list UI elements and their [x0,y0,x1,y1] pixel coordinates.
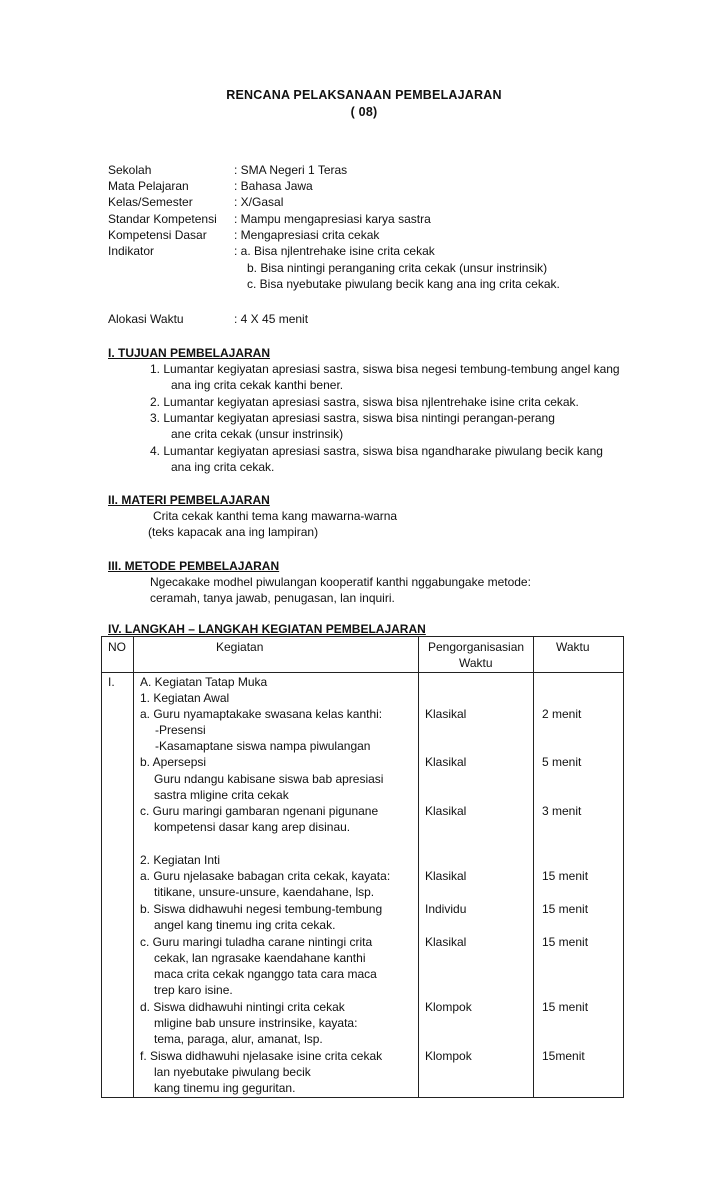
label-mapel: Mata Pelajaran [108,179,189,193]
table-divider [533,637,534,1097]
header-waktu: Waktu [556,640,590,654]
waktu-value: 15 menit [542,869,589,883]
kegiatan-line: -Kasamaptane siswa nampa piwulangan [155,739,371,753]
heading-langkah: IV. LANGKAH – LANGKAH KEGIATAN PEMBELAJARAN [108,622,426,636]
metode-line: Ngecakake modhel piwulangan kooperatif kanthi nggabungake metode: [150,575,531,589]
label-sk: Standar Kompetensi [108,212,217,226]
kegiatan-line: f. Siswa didhawuhi njelasake isine crita cekak [140,1049,383,1063]
heading-tujuan: I. TUJUAN PEMBELAJARAN [108,346,271,360]
kegiatan-line: mligine bab unsure instrinsike, kayata: [154,1016,358,1030]
heading-materi: II. MATERI PEMBELAJARAN [108,493,270,507]
value-alokasi: : 4 X 45 menit [234,312,309,326]
metode-line: ceramah, tanya jawab, penugasan, lan inquiri. [150,591,395,605]
kegiatan-line: lan nyebutake piwulang becik [154,1065,311,1079]
kegiatan-line: kang tinemu ing geguritan. [154,1081,296,1095]
label-alokasi: Alokasi Waktu [108,312,184,326]
label-kd: Kompetensi Dasar [108,228,207,242]
kegiatan-line: A. Kegiatan Tatap Muka [140,675,268,689]
kegiatan-line: cekak, lan ngrasake kaendahane kanthi [154,951,366,965]
materi-line: (teks kapacak ana ing lampiran) [148,525,319,539]
value-indikator-c: c. Bisa nyebutake piwulang becik kang ana ing crita cekak. [247,277,560,291]
kegiatan-line: 2. Kegiatan Inti [140,853,221,867]
org-value: Klompok [425,1000,472,1014]
waktu-value: 5 menit [542,755,582,769]
label-kelas: Kelas/Semester [108,195,193,209]
kegiatan-line: sastra mligine crita cekak [154,788,289,802]
kegiatan-line: a. Guru nyamaptakake swasana kelas kanthi: [140,707,383,721]
value-sk: : Mampu mengapresiasi karya sastra [234,212,431,226]
kegiatan-line: b. Apersepsi [140,755,207,769]
kegiatan-line: tema, paraga, alur, amanat, lsp. [154,1032,323,1046]
waktu-value: 15 menit [542,902,589,916]
waktu-value: 2 menit [542,707,582,721]
value-indikator-b: b. Bisa nintingi peranganing crita cekak (unsur instrinsik) [247,261,548,275]
table-divider [418,637,419,1097]
waktu-value: 3 menit [542,804,582,818]
kegiatan-line: b. Siswa didhawuhi negesi tembung-tembung [140,902,383,916]
table-divider [133,637,134,1097]
waktu-value: 15 menit [542,1000,589,1014]
tujuan-line: 3. Lumantar kegiyatan apresiasi sastra, siswa bisa nintingi perangan-perang [150,411,555,425]
tujuan-line: 1. Lumantar kegiyatan apresiasi sastra, siswa bisa negesi tembung-tembung angel kang [150,362,620,376]
tujuan-line: 4. Lumantar kegiyatan apresiasi sastra, siswa bisa ngandharake piwulang becik kang [150,444,603,458]
materi-line: Crita cekak kanthi tema kang mawarna-warna [153,509,398,523]
kegiatan-line: kompetensi dasar kang arep disinau. [154,820,351,834]
kegiatan-line: c. Guru maringi gambaran ngenani pigunane [140,804,379,818]
kegiatan-line: Guru ndangu kabisane siswa bab apresiasi [154,772,384,786]
kegiatan-line: -Presensi [155,723,206,737]
value-mapel: : Bahasa Jawa [234,179,313,193]
tujuan-line: ane crita cekak (unsur instrinsik) [171,427,344,441]
activity-table [101,636,624,1098]
header-no: NO [108,640,126,654]
heading-metode: III. METODE PEMBELAJARAN [108,559,280,573]
value-kelas: : X/Gasal [234,195,284,209]
tujuan-line: 2. Lumantar kegiyatan apresiasi sastra, siswa bisa njlentrehake isine crita cekak. [150,395,579,409]
kegiatan-line: 1. Kegiatan Awal [140,691,230,705]
header-pengorganisasian-waktu: Waktu [459,656,493,670]
kegiatan-line: angel kang tinemu ing crita cekak. [154,918,336,932]
kegiatan-line: a. Guru njelasake babagan crita cekak, kayata: [140,869,391,883]
header-pengorganisasian: Pengorganisasian [428,640,525,654]
kegiatan-line: trep karo isine. [154,983,233,997]
value-kd: : Mengapresiasi crita cekak [234,228,380,242]
org-value: Klasikal [425,804,467,818]
label-sekolah: Sekolah [108,163,152,177]
org-value: Individu [425,902,467,916]
kegiatan-line: d. Siswa didhawuhi nintingi crita cekak [140,1000,345,1014]
org-value: Klasikal [425,707,467,721]
header-kegiatan: Kegiatan [216,640,264,654]
value-indikator-a: : a. Bisa njlentrehake isine crita cekak [234,244,435,258]
org-value: Klasikal [425,755,467,769]
label-indikator: Indikator [108,244,155,258]
table-header-divider [102,672,623,673]
org-value: Klasikal [425,935,467,949]
org-value: Klompok [425,1049,472,1063]
tujuan-line: ana ing crita cekak. [171,460,275,474]
tujuan-line: ana ing crita cekak kanthi bener. [171,378,344,392]
row-number: I. [108,675,115,689]
kegiatan-line: c. Guru maringi tuladha carane nintingi crita [140,935,373,949]
waktu-value: 15menit [542,1049,585,1063]
waktu-value: 15 menit [542,935,589,949]
org-value: Klasikal [425,869,467,883]
kegiatan-line: titikane, unsure-unsure, kaendahane, lsp. [154,885,375,899]
document-number: ( 08) [350,105,378,119]
document-title: RENCANA PELAKSANAAN PEMBELAJARAN [226,88,502,102]
value-sekolah: : SMA Negeri 1 Teras [234,163,348,177]
kegiatan-line: maca crita cekak nganggo tata cara maca [154,967,377,981]
